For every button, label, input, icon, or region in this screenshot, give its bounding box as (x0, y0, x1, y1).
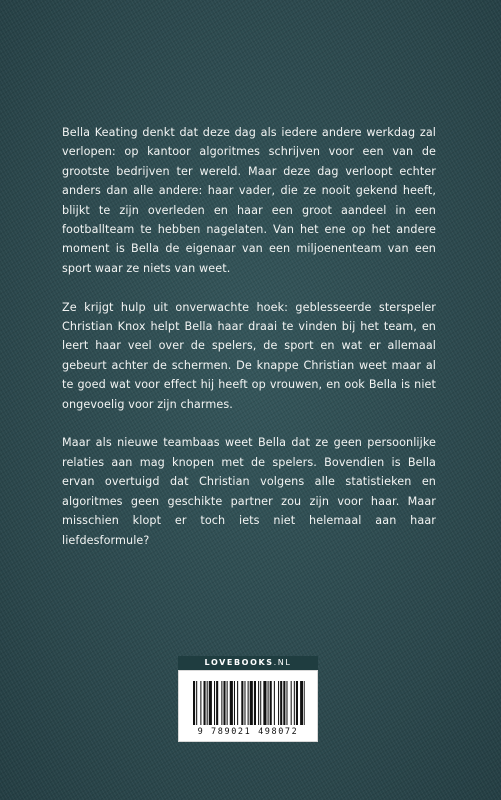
publisher-brand: LOVEBOOKS (204, 658, 274, 667)
barcode-block (178, 656, 318, 742)
isbn-digits: 9 789021 498072 (197, 727, 299, 737)
barcode (178, 670, 318, 742)
blurb-paragraph-3: Maar als nieuwe teambaas weet Bella dat ze geen persoonlijke relaties aan mag knopen met de spelers. Bovendien is Bella ervan overtuigd dat Christian volgens alle statistieken en algoritmes geen geschikte partner zou zijn voor haar. Maar misschien klopt er toch iets niet helemaal aan haar liefdesformule? (62, 436, 436, 547)
blurb-paragraph-2: Ze krijgt hulp uit onverwachte hoek: geblesseerde sterspeler Christian Knox helpt Bella haar draai te vinden bij het team, en leert haar veel over de spelers, de sport en wat er allemaal gebeurt achter de schermen. De knappe Christian weet maar al te goed wat voor effect hij heeft op vrouwen, en ook Bella is niet ongevoelig voor zijn charmes. (62, 300, 436, 411)
publisher-suffix: .NL (273, 658, 292, 667)
blurb-text (62, 123, 436, 569)
blurb-paragraph-1: Bella Keating denkt dat deze dag als iedere andere werkdag zal verlopen: op kantoor algoritmes schrijven voor een van de grootste bedrijven ter wereld. Maar deze dag verloopt echter anders dan alle andere: haar vader, die ze nooit gekend heeft, blijkt te zijn overleden en haar een groot aandeel in een footballteam te hebben nagelaten. Van het ene op het andere moment is Bella de eigenaar van een miljoenenteam van een sport waar ze niets van weet. (62, 126, 436, 275)
barcode-icon (193, 681, 305, 725)
publisher-tag (178, 656, 318, 670)
